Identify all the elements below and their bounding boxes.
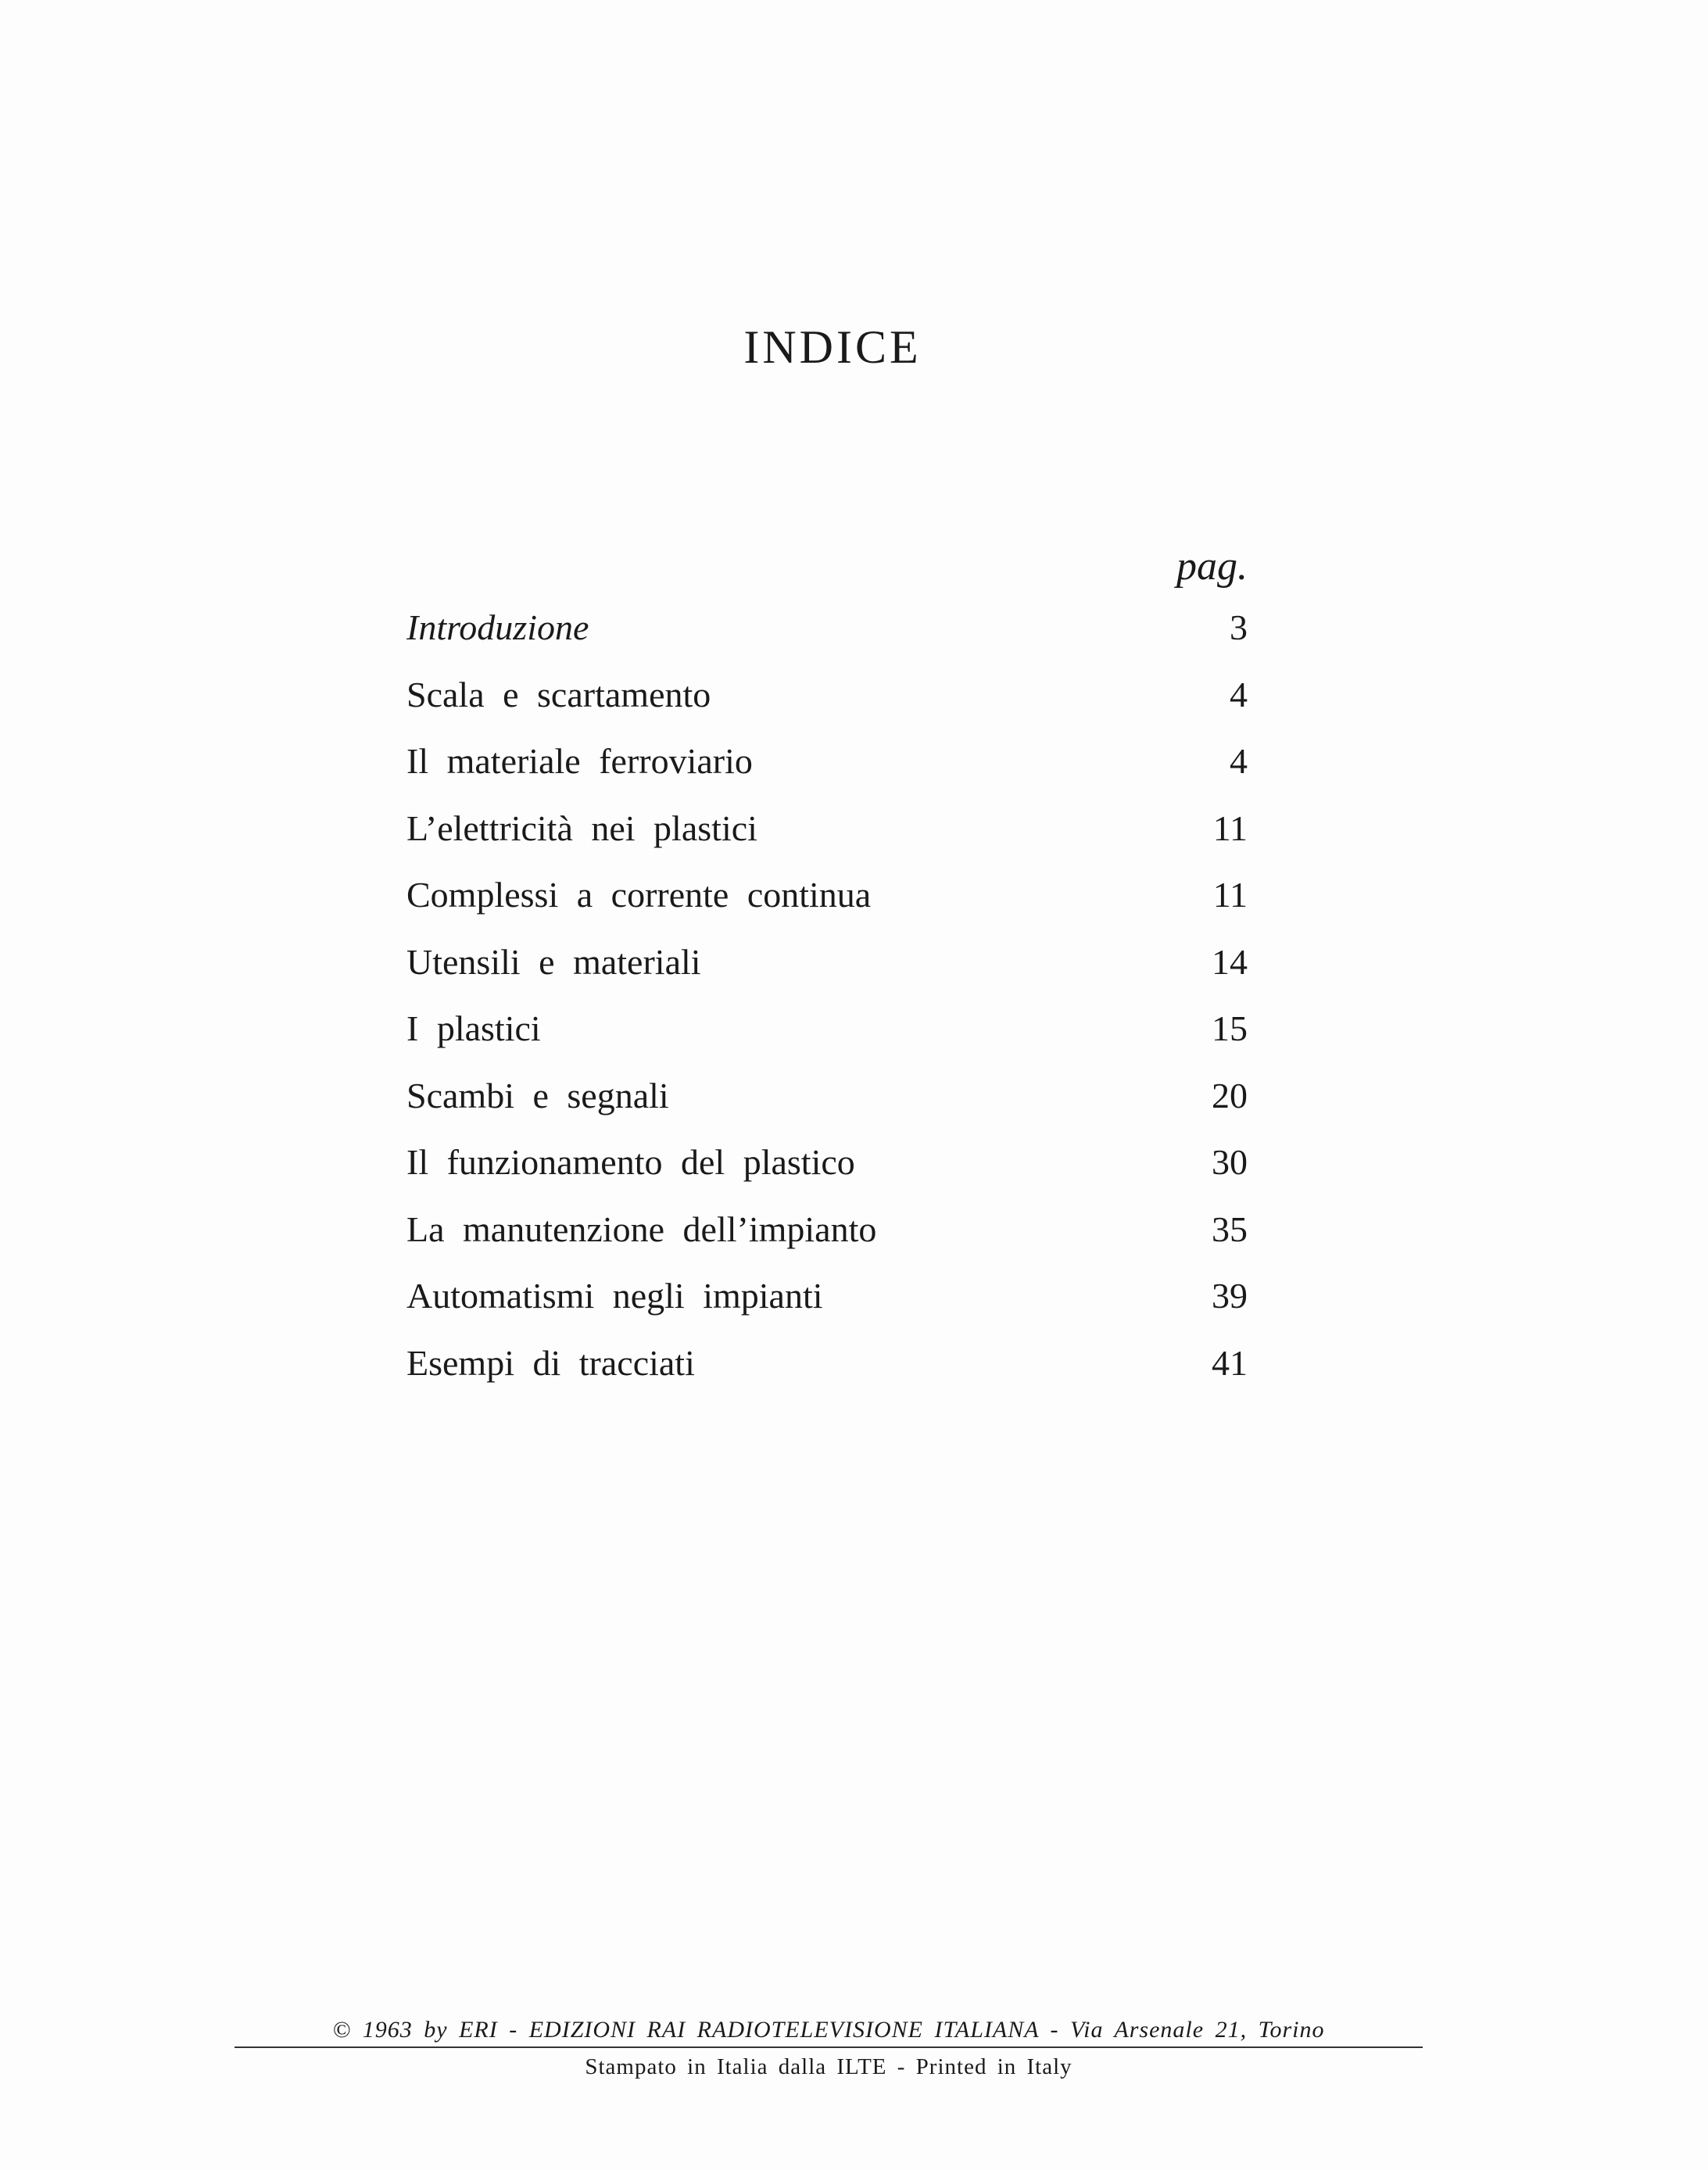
toc-entry-page: 4 [1230, 741, 1248, 781]
toc-entry-page: 4 [1230, 674, 1248, 714]
toc-entry-page: 11 [1212, 875, 1248, 915]
toc-entry-page: 30 [1212, 1142, 1248, 1182]
page-column-label: pag. [1176, 544, 1248, 589]
toc-entry-page: 41 [1212, 1342, 1248, 1383]
toc-entry [406, 1262, 1251, 1330]
toc-entry-title: Complessi a corrente continua [406, 875, 872, 915]
toc-entry [406, 861, 1251, 929]
toc-entry-title: Scala e scartamento [406, 674, 711, 714]
toc-entry-title: Il materiale ferroviario [406, 741, 753, 781]
toc-entry-title: L’elettricità nei plastici [406, 807, 757, 848]
toc-entry-title: Utensili e materiali [406, 941, 701, 982]
toc-entry-title: La manutenzione dell’impianto [406, 1209, 877, 1249]
toc-entry-title: Automatismi negli impianti [406, 1276, 823, 1316]
toc-entry-page: 35 [1212, 1209, 1248, 1249]
toc-entry [406, 1129, 1251, 1196]
toc-entry-page: 14 [1212, 941, 1248, 982]
toc-entry-title: Introduzione [406, 607, 589, 647]
toc-entry [406, 594, 1251, 661]
toc-entry [406, 728, 1251, 795]
colophon [235, 2017, 1423, 2080]
toc-entry [406, 1330, 1251, 1397]
toc-entry [406, 661, 1251, 729]
toc-entry-page: 11 [1212, 807, 1248, 848]
toc-entry-title: Esempi di tracciati [406, 1342, 695, 1383]
toc-entry-title: I plastici [406, 1008, 541, 1048]
toc-entry-page: 3 [1230, 607, 1248, 647]
toc-entry [406, 795, 1251, 862]
toc-entry [406, 1196, 1251, 1263]
toc-entry-page: 20 [1212, 1075, 1248, 1115]
toc-entry [406, 995, 1251, 1062]
toc-entry-title: Scambi e segnali [406, 1075, 669, 1115]
toc-entry [406, 929, 1251, 996]
table-of-contents [406, 539, 1251, 1396]
toc-entry-page: 15 [1212, 1008, 1248, 1048]
page-title: INDICE [743, 321, 922, 374]
copyright-line: © 1963 by ERI - EDIZIONI RAI RADIOTELEVISIONE ITALIANA - Via Arsenale 21, Torino [235, 2017, 1423, 2048]
printed-line: Stampato in Italia dalla ILTE - Printed in Italy [585, 2054, 1072, 2079]
toc-entry-title: Il funzionamento del plastico [406, 1142, 855, 1182]
toc-entry [406, 1062, 1251, 1130]
toc-entry-page: 39 [1212, 1276, 1248, 1316]
